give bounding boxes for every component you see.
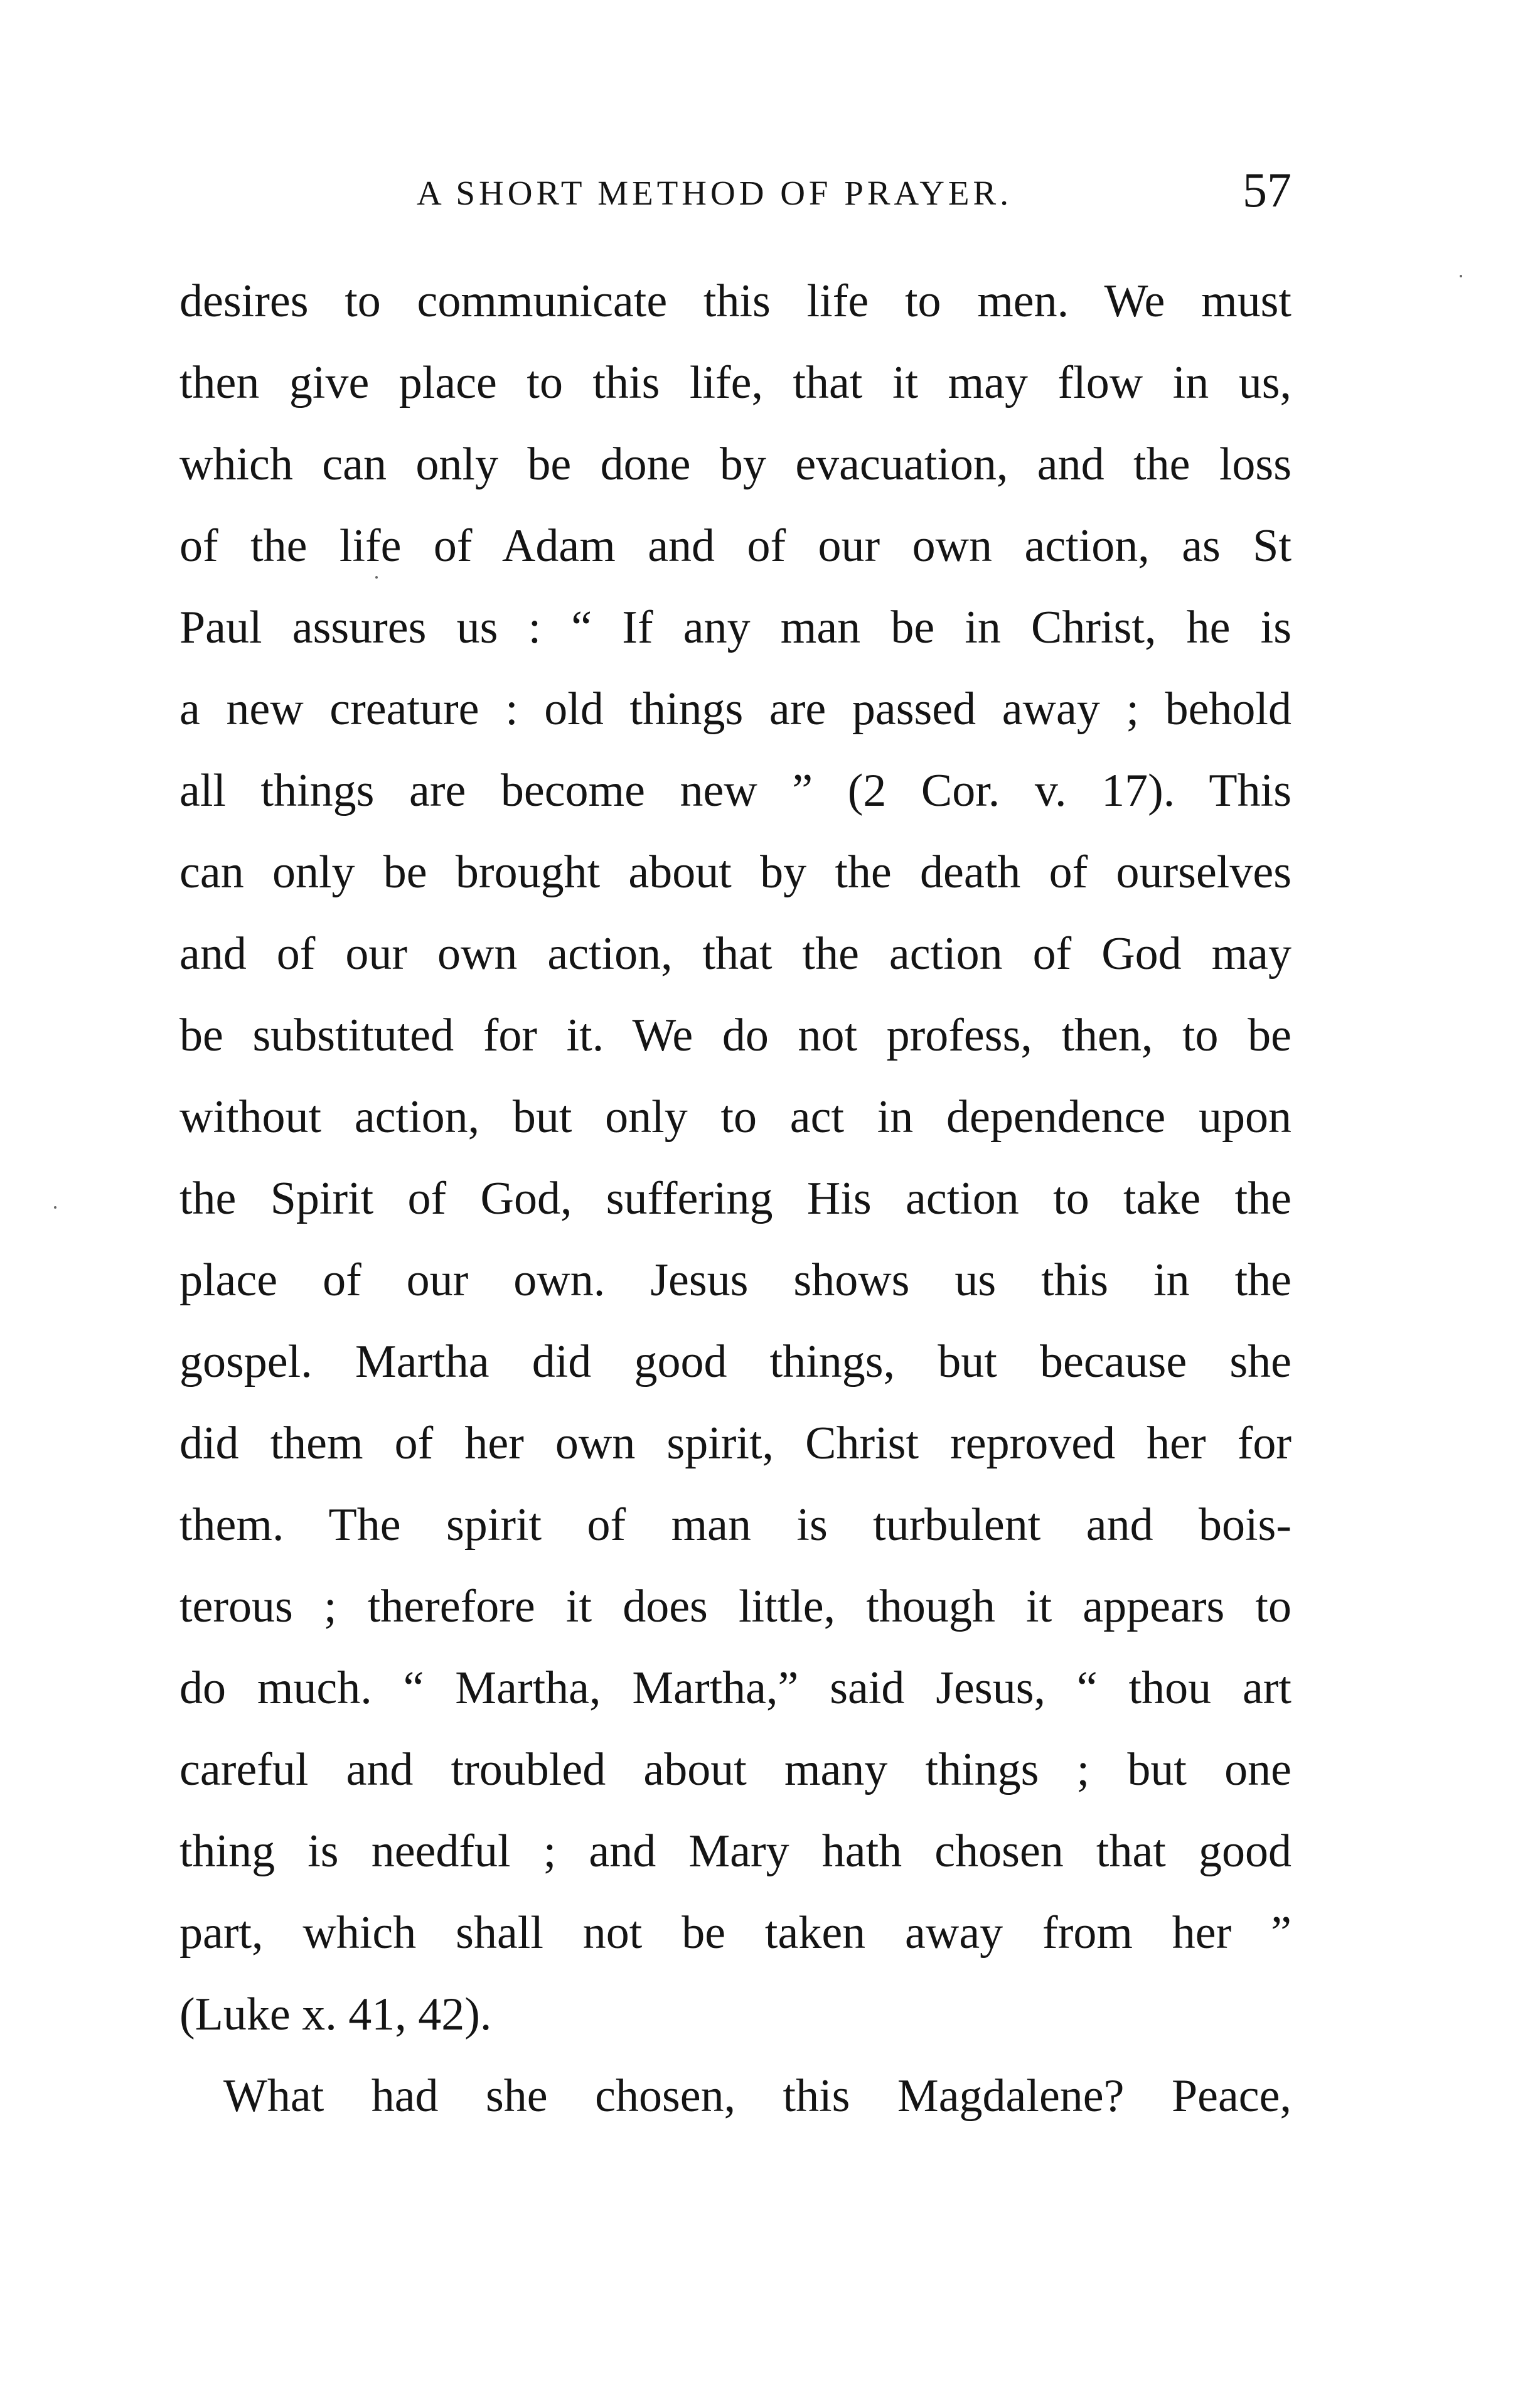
- text-line: part, which shall not be taken away from her ”: [179, 1907, 1291, 1959]
- text-line: all things are become new ” (2 Cor. v. 17). This: [179, 765, 1291, 816]
- text-line: careful and troubled about many things ; but one: [179, 1744, 1291, 1795]
- text-line: be substituted for it. We do not profess, then, to be: [179, 1010, 1291, 1061]
- text-line: do much. “ Martha, Martha,” said Jesus, “ thou art: [179, 1662, 1291, 1714]
- text-line: the Spirit of God, suffering His action to take the: [179, 1173, 1291, 1224]
- paragraph-first-line: What had she chosen, this Magdalene? Peace,: [223, 2070, 1291, 2122]
- text-line: thing is needful ; and Mary hath chosen that good: [179, 1826, 1291, 1877]
- text-line: can only be brought about by the death of ourselves: [179, 847, 1291, 898]
- body-text: [179, 260, 1291, 2137]
- text-line: did them of her own spirit, Christ reproved her for: [179, 1418, 1291, 1469]
- text-line: place of our own. Jesus shows us this in the: [179, 1254, 1291, 1306]
- text-line: desires to communicate this life to men. We must: [179, 275, 1291, 327]
- text-line: them. The spirit of man is turbulent and bois-: [179, 1499, 1291, 1551]
- text-line: terous ; therefore it does little, though it appears to: [179, 1581, 1291, 1632]
- paper-speck: [375, 576, 378, 579]
- text-line: Paul assures us : “ If any man be in Christ, he is: [179, 602, 1291, 653]
- text-line: then give place to this life, that it may flow in us,: [179, 357, 1291, 409]
- text-line: a new creature : old things are passed away ; behold: [179, 683, 1291, 735]
- running-head: [179, 163, 1291, 225]
- text-line: of the life of Adam and of our own action, as St: [179, 520, 1291, 572]
- text-line: without action, but only to act in dependence upon: [179, 1091, 1291, 1143]
- text-line: which can only be done by evacuation, and the loss: [179, 439, 1291, 490]
- text-line: and of our own action, that the action of God may: [179, 928, 1291, 980]
- paper-speck: [54, 1206, 56, 1209]
- text-line: (Luke x. 41, 42).: [179, 1989, 492, 2040]
- paper-speck: [1460, 275, 1462, 277]
- running-title: A SHORT METHOD OF PRAYER.: [417, 174, 1012, 212]
- page-number: 57: [1243, 163, 1291, 217]
- text-line: gospel. Martha did good things, but because she: [179, 1336, 1291, 1388]
